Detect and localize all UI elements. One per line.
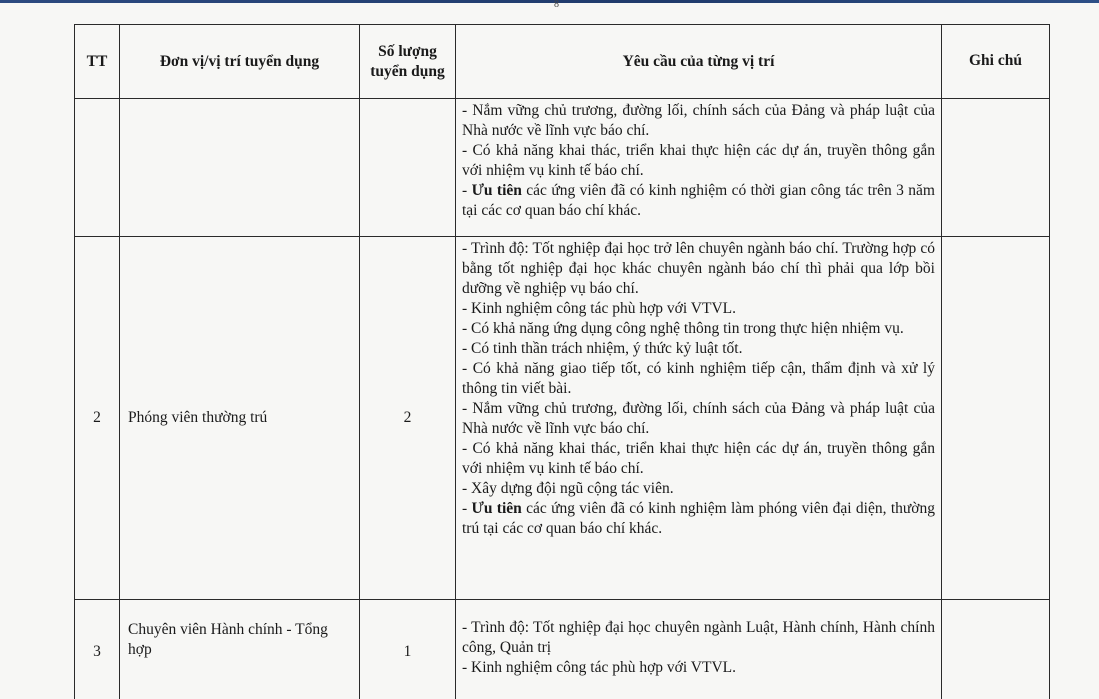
page-number: 8	[554, 0, 559, 10]
requirement-bullet: -	[462, 340, 472, 357]
requirement-text: Có khả năng khai thác, triển khai thực hiện các dự án, truyền thông gắn với nhiệm vụ kinh tế báo chí.	[462, 440, 935, 477]
requirement-item	[462, 319, 935, 339]
table-row	[75, 237, 1050, 600]
requirement-bullet: -	[462, 300, 472, 317]
header-position: Đơn vị/vị trí tuyển dụng	[120, 25, 360, 99]
requirement-emphasis: Ưu tiên	[471, 182, 522, 199]
requirement-item	[462, 479, 935, 499]
row-requirements	[456, 99, 942, 237]
header-requirements: Yêu cầu của từng vị trí	[456, 25, 942, 99]
requirement-item	[462, 299, 935, 319]
requirement-bullet: -	[462, 320, 472, 337]
requirement-item	[462, 399, 935, 439]
row-position: Phóng viên thường trú	[120, 237, 360, 600]
top-edge-bar	[0, 0, 1099, 3]
requirement-item	[462, 499, 935, 539]
requirement-bullet: -	[462, 659, 472, 676]
requirement-bullet: -	[462, 360, 473, 377]
row-note	[942, 99, 1050, 237]
requirement-text: Nắm vững chủ trương, đường lối, chính sách của Đảng và pháp luật của Nhà nước về lĩnh vực báo chí.	[462, 102, 935, 139]
row-tt	[75, 99, 120, 237]
requirement-bullet: -	[462, 182, 472, 199]
row-position	[120, 99, 360, 237]
requirement-item	[462, 141, 935, 181]
header-tt: TT	[75, 25, 120, 99]
requirement-text: Có khả năng ứng dụng công nghệ thông tin trong thực hiện nhiệm vụ.	[471, 320, 904, 337]
requirement-item	[462, 181, 935, 221]
table-row	[75, 600, 1050, 699]
requirement-text: Có khả năng khai thác, triển khai thực hiện các dự án, truyền thông gắn với nhiệm vụ kinh tế báo chí.	[462, 142, 935, 179]
requirement-bullet: -	[462, 500, 472, 517]
requirement-text: Nắm vững chủ trương, đường lối, chính sách của Đảng và pháp luật của Nhà nước về lĩnh vực báo chí.	[462, 400, 935, 437]
recruitment-table	[74, 24, 1050, 699]
requirement-bullet: -	[462, 102, 473, 119]
requirement-bullet: -	[462, 400, 473, 417]
row-tt: 2	[75, 237, 120, 600]
requirement-item	[462, 359, 935, 399]
requirement-text: Có tinh thần trách nhiệm, ý thức kỷ luật tốt.	[471, 340, 743, 357]
requirement-bullet: -	[462, 619, 472, 636]
row-requirements	[456, 600, 942, 699]
requirement-bullet: -	[462, 440, 473, 457]
row-quantity	[360, 99, 456, 237]
requirement-item	[462, 101, 935, 141]
requirement-emphasis: Ưu tiên	[471, 500, 522, 517]
requirement-text: các ứng viên đã có kinh nghiệm có thời gian công tác trên 3 năm tại các cơ quan báo chí khác.	[462, 182, 935, 219]
requirement-bullet: -	[462, 480, 472, 497]
requirement-item	[462, 339, 935, 359]
requirement-text: Xây dựng đội ngũ cộng tác viên.	[471, 480, 674, 497]
table-row	[75, 99, 1050, 237]
header-note: Ghi chú	[942, 25, 1050, 99]
requirement-text: Kinh nghiệm công tác phù hợp với VTVL.	[471, 659, 736, 676]
row-note	[942, 600, 1050, 699]
requirement-item	[462, 658, 935, 678]
row-position: Chuyên viên Hành chính - Tổng hợp	[120, 600, 360, 699]
requirement-text: các ứng viên đã có kinh nghiệm làm phóng viên đại diện, thường trú tại các cơ quan báo chí khác.	[462, 500, 935, 537]
requirement-bullet: -	[462, 240, 471, 257]
requirement-text: Trình độ: Tốt nghiệp đại học chuyên ngành Luật, Hành chính, Hành chính công, Quản trị	[462, 619, 935, 656]
requirement-item	[462, 618, 935, 658]
header-row	[75, 25, 1050, 99]
row-quantity: 1	[360, 600, 456, 699]
row-tt: 3	[75, 600, 120, 699]
row-note	[942, 237, 1050, 600]
header-quantity: Số lượng tuyển dụng	[360, 25, 456, 99]
requirement-text: Kinh nghiệm công tác phù hợp với VTVL.	[471, 300, 736, 317]
requirement-item	[462, 439, 935, 479]
requirement-bullet: -	[462, 142, 473, 159]
row-requirements	[456, 237, 942, 600]
row-quantity: 2	[360, 237, 456, 600]
requirement-text: Có khả năng giao tiếp tốt, có kinh nghiệm tiếp cận, thẩm định và xử lý thông tin viết bài.	[462, 360, 935, 397]
requirement-text: Trình độ: Tốt nghiệp đại học trở lên chuyên ngành báo chí. Trường hợp có bằng tốt nghiệp đại học khác chuyên ngành báo chí thì phải qua lớp bồi dưỡng về nghiệp vụ báo chí.	[462, 240, 935, 297]
requirement-item	[462, 239, 935, 299]
